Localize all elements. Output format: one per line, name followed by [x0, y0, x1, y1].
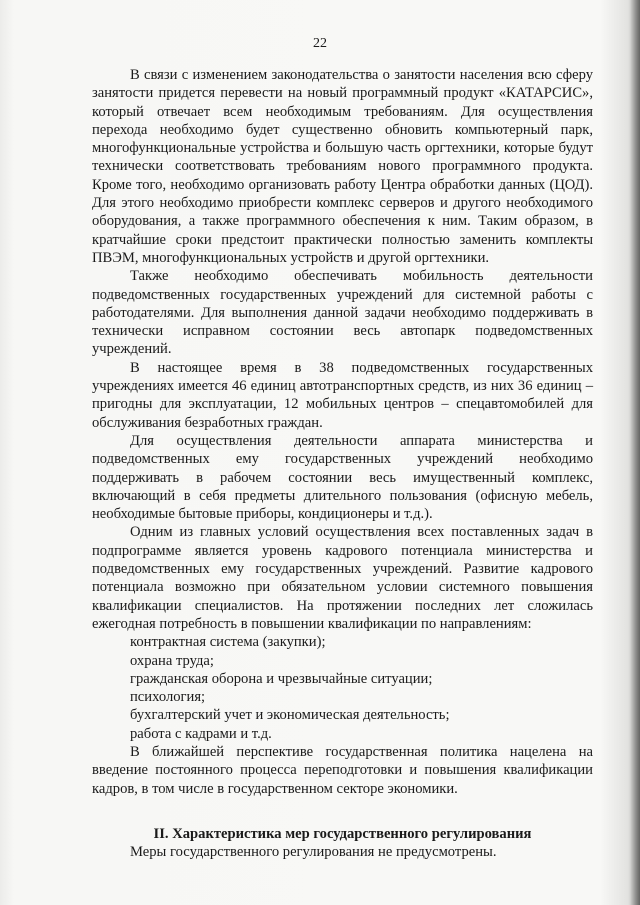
section-text: Меры государственного регулирования не предусмотрены. — [130, 843, 497, 860]
paragraph-property: Для осуществления деятельности аппарата министерства и подведомственных ему государственных учреждений необходимо поддерживать в рабочем состоянии весь имущественный комплекс, включающий в себя предметы длительного пользования (офисную мебель, необходимые бытовые приборы, кондиционеры и т.д.). — [92, 432, 593, 523]
paragraph-mobility: Также необходимо обеспечивать мобильность деятельности подведомственных государственных учреждений для системной работы с работодателями. Для выполнения данной задачи необходимо поддерживать в технически исправном состоянии весь автопарк подведомственных учреждений. — [92, 268, 593, 358]
list-item: гражданская оборона и чрезвычайные ситуации; — [130, 670, 433, 687]
paragraph-software-transition: В связи с изменением законодательства о занятости населения всю сферу занятости придется перевести на новый программный продукт «КАТАРСИС», который отвечает всем необходимым требованиям. Для осуществления перехода необходимо будет существенно обновить компьютерный парк, многофункциональные устройства и большую часть оргтехники, которые будут технически соответствовать требованиям нового программного продукта. Кроме того, необходимо организовать работу Центра обработки данных (ЦОД). Для этого необходимо приобрести комплекс серверов и другого необходимого оборудования, а также программного обеспечения к ним. Таким образом, в кратчайшие сроки предстоит практически полностью заменить комплекты ПВЭМ, многофункциональных устройств и другой оргтехники. — [92, 67, 593, 266]
paragraph-policy: В ближайшей перспективе государственная политика нацелена на введение постоянного процесса переподготовки и повышения квалификации кадров, в том числе в государственном секторе экономики. — [92, 743, 593, 797]
list-item: бухгалтерский учет и экономическая деятельность; — [130, 707, 450, 724]
paragraph-vehicles: В настоящее время в 38 подведомственных государственных учреждениях имеется 46 единиц автотранспортных средств, из них 36 единиц – пригодны для эксплуатации, 12 мобильных центров – спецавтомобилей для обслуживания безработных граждан. — [92, 359, 593, 431]
training-directions-list — [92, 633, 593, 743]
section-heading: II. Характеристика мер государственного регулирования — [153, 825, 532, 842]
document-body — [92, 66, 593, 861]
page-edge-shadow — [630, 0, 640, 905]
paragraph-personnel: Одним из главных условий осуществления всех поставленных задач в подпрограмме является уровень кадрового потенциала министерства и подведомственных ему государственных учреждений. Развитие кадрового потенциала возможно при обязательном условии системного повышения квалификации специалистов. На протяжении последних лет сложилась ежегодная потребность в повышении квалификации по направлениям: — [92, 524, 593, 632]
page-number: 22 — [313, 36, 327, 51]
list-item: психология; — [130, 689, 206, 706]
list-item: работа с кадрами и т.д. — [130, 725, 272, 742]
list-item: контрактная система (закупки); — [130, 634, 326, 651]
list-item: охрана труда; — [130, 652, 214, 669]
